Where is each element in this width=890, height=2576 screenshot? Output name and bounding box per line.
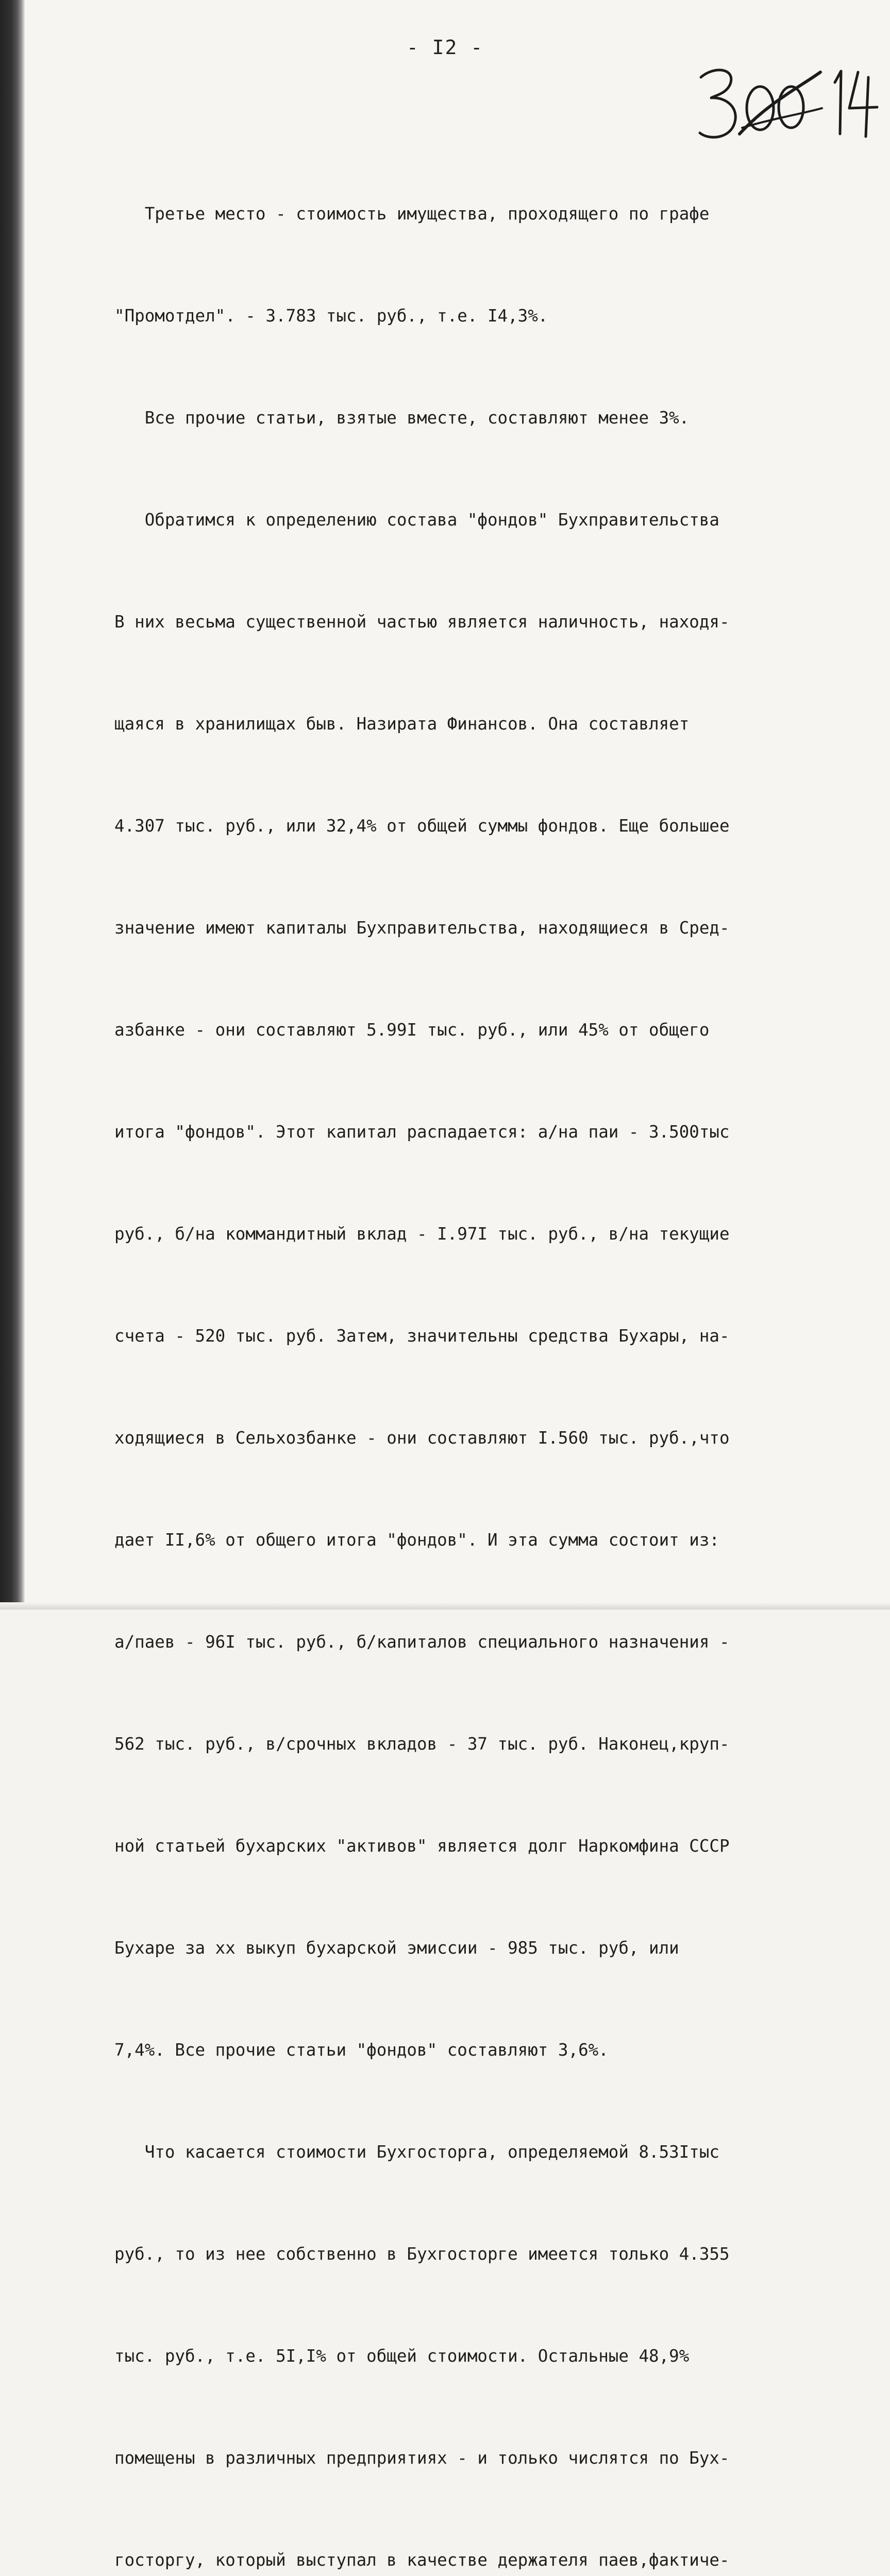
text-line: счета - 520 тыс. руб. Затем, значительны средства Бухары, на- (114, 1326, 730, 1346)
scan-binding-edge (0, 0, 25, 1609)
text-line: ной статьей бухарских "активов" является долг Наркомфина СССР (114, 1836, 730, 1856)
text-line: 7,4%. Все прочие статьи "фондов" составляют 3,6%. (114, 2040, 609, 2060)
text-line: руб., то из нее собственно в Бухгосторге имеется только 4.355 (114, 2244, 730, 2264)
text-line: тыс. руб., т.е. 5I,I% от общей стоимости. Остальные 48,9% (114, 2346, 690, 2366)
text-line: щаяся в хранилищах быв. Назирата Финансов. Она составляет (114, 714, 690, 734)
text-line: 562 тыс. руб., в/срочных вкладов - 37 тыс. руб. Наконец,круп- (114, 1734, 730, 1754)
text-line: Обратимся к определению состава "фондов" Бухправительства (114, 510, 719, 530)
text-line: Все прочие статьи, взятые вместе, составляют менее 3%. (114, 408, 690, 428)
text-line: Что касается стоимости Бухгосторга, определяемой 8.53Iтыс (114, 2142, 719, 2162)
text-line: итога "фондов". Этот капитал распадается: а/на паи - 3.500тыс (114, 1122, 730, 1142)
document-body (114, 129, 890, 2576)
text-line: В них весьма существенной частью является наличность, находя- (114, 612, 730, 632)
text-line: Третье место - стоимость имущества, проходящего по графе (114, 204, 710, 224)
text-line: Бухаре за хх выкуп бухарской эмиссии - 985 тыс. руб, или (114, 1938, 679, 1958)
text-line: значение имеют капиталы Бухправительства, находящиеся в Сред- (114, 918, 730, 938)
text-line: "Промотдел". - 3.783 тыс. руб., т.е. I4,3%. (114, 306, 548, 326)
scan-bottom-edge (0, 1602, 890, 1609)
text-line: помещены в различных предприятиях - и только числятся по Бух- (114, 2448, 730, 2468)
text-line: дает II,6% от общего итога "фондов". И эта сумма состоит из: (114, 1530, 719, 1550)
text-line: 4.307 тыс. руб., или 32,4% от общей суммы фондов. Еще большее (114, 816, 730, 836)
text-line: ходящиеся в Сельхозбанке - они составляют I.560 тыс. руб.,что (114, 1428, 730, 1448)
text-line: а/паев - 96I тыс. руб., б/капиталов специального назначения - (114, 1632, 730, 1652)
text-line: госторгу, который выступал в качестве держателя паев,фактиче- (114, 2550, 730, 2570)
text-line: руб., б/на коммандитный вклад - I.97I тыс. руб., в/на текущие (114, 1224, 730, 1244)
page-number: - I2 - (406, 36, 484, 59)
text-line: азбанке - они составляют 5.99I тыс. руб., или 45% от общего (114, 1020, 710, 1040)
